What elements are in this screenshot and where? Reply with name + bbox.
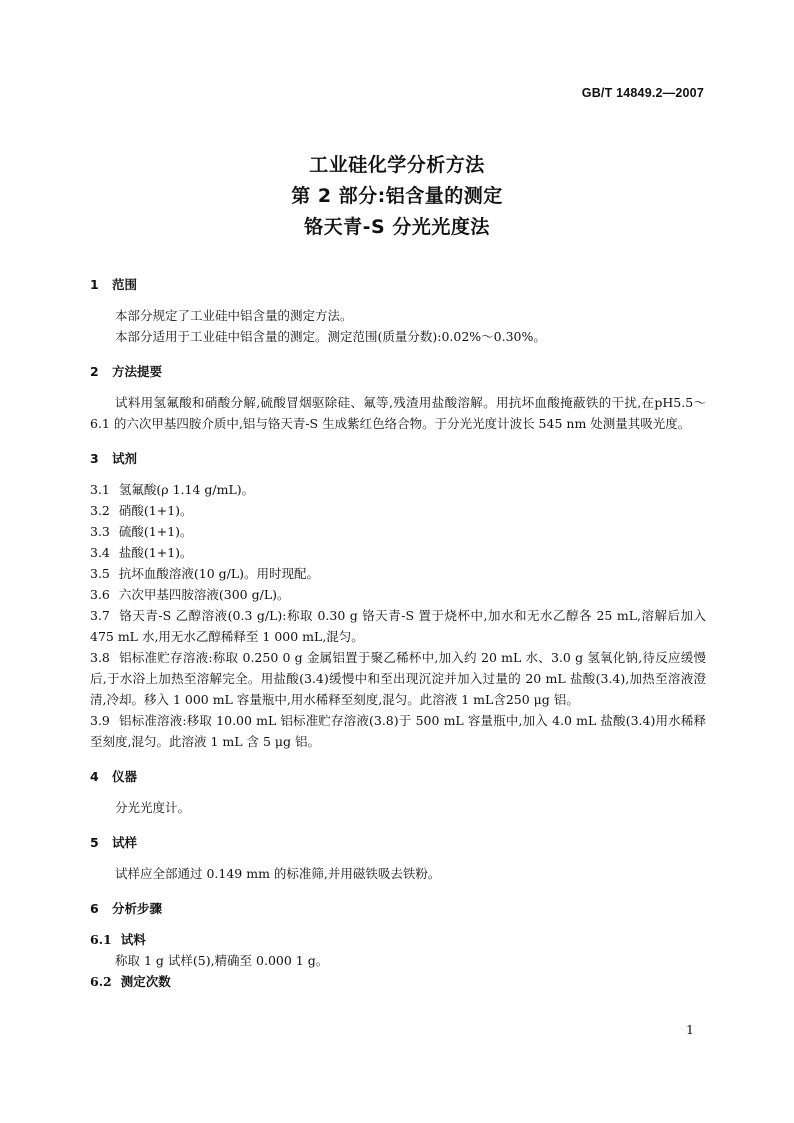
reagent-item — [90, 521, 706, 542]
reagent-item — [90, 542, 706, 563]
section-heading-sample — [90, 832, 706, 853]
clause-number: 3.3 — [90, 524, 110, 539]
section-number: 2 — [90, 364, 99, 379]
clause-text: 铬天青-S 乙醇溶液(0.3 g/L):称取 0.30 g 铬天青-S 置于烧杯中,加水和无水乙醇各 25 mL,溶解后加入 475 mL 水,用无水乙醇稀释至 1 000 mL,混匀。 — [90, 608, 706, 644]
paragraph: 称取 1 g 试样(5),精确至 0.000 1 g。 — [115, 953, 329, 968]
reagent-item — [90, 710, 706, 752]
page-number: 1 — [686, 1022, 694, 1037]
paragraph: 本部分规定了工业硅中铝含量的测定方法。 — [115, 308, 353, 323]
document-body — [90, 274, 706, 992]
section-title: 分析步骤 — [112, 901, 163, 916]
clause-number: 3.7 — [90, 608, 110, 623]
section-heading-apparatus — [90, 766, 706, 787]
reagent-item — [90, 563, 706, 584]
document-title — [0, 150, 794, 243]
subsection-heading-determinations — [90, 971, 706, 992]
section-title: 试剂 — [112, 451, 138, 466]
clause-text: 盐酸(1+1)。 — [118, 545, 193, 560]
clause-number: 3.1 — [90, 482, 110, 497]
section-number: 5 — [90, 835, 99, 850]
section-number: 4 — [90, 769, 99, 784]
section-number: 1 — [90, 277, 99, 292]
section-heading-scope — [90, 274, 706, 295]
paragraph: 试料用氢氟酸和硝酸分解,硫酸冒烟驱除硅、氟等,残渣用盐酸溶解。用抗坏血酸掩蔽铁的干扰,在pH5.5～6.1 的六次甲基四胺介质中,铝与铬天青-S 生成紫红色络合物。于分光光度计波长 545 nm 处测量其吸光度。 — [90, 395, 706, 431]
clause-number: 3.9 — [90, 713, 110, 728]
standard-code: GB/T 14849.2—2007 — [581, 86, 704, 100]
subsection-title: 测定次数 — [120, 974, 171, 989]
section-title: 试样 — [112, 835, 138, 850]
clause-text: 六次甲基四胺溶液(300 g/L)。 — [118, 587, 290, 602]
section-heading-procedure — [90, 898, 706, 919]
subsection-title: 试料 — [120, 932, 146, 947]
clause-text: 氢氟酸(ρ 1.14 g/mL)。 — [118, 482, 255, 497]
section-title: 仪器 — [112, 769, 138, 784]
subsection-number: 6.1 — [90, 932, 112, 947]
section-heading-principle — [90, 361, 706, 382]
clause-text: 硫酸(1+1)。 — [118, 524, 193, 539]
title-line-3: 铬天青-S 分光光度法 — [304, 216, 490, 238]
subsection-heading-test-portion — [90, 929, 706, 950]
reagent-item — [90, 584, 706, 605]
clause-number: 3.4 — [90, 545, 110, 560]
reagent-item — [90, 500, 706, 521]
clause-number: 3.2 — [90, 503, 110, 518]
clause-text: 铝标准溶液:移取 10.00 mL 铝标准贮存溶液(3.8)于 500 mL 容量瓶中,加入 4.0 mL 盐酸(3.4)用水稀释至刻度,混匀。此溶液 1 mL 含 5 μg 铝。 — [90, 713, 706, 749]
clause-text: 抗坏血酸溶液(10 g/L)。用时现配。 — [118, 566, 320, 581]
paragraph: 本部分适用于工业硅中铝含量的测定。测定范围(质量分数):0.02%～0.30%。 — [115, 329, 546, 344]
subsection-number: 6.2 — [90, 974, 112, 989]
clause-text: 铝标准贮存溶液:称取 0.250 0 g 金属铝置于聚乙稀杯中,加入约 20 mL 水、3.0 g 氢氧化钠,待反应缓慢后,于水浴上加热至溶解完全。用盐酸(3.4)缓慢中和至出现沉淀并加入过量的 20 mL 盐酸(3.4),加热至溶液澄清,冷却。移入 1 000 mL 容量瓶中,用水稀释至刻度,混匀。此溶液 1 mL含250 μg 铝。 — [90, 650, 706, 707]
title-line-2: 第 2 部分:铝含量的测定 — [291, 185, 503, 207]
section-title: 范围 — [112, 277, 138, 292]
section-number: 6 — [90, 901, 99, 916]
reagent-item — [90, 605, 706, 647]
paragraph: 分光光度计。 — [115, 800, 191, 815]
reagent-item — [90, 647, 706, 710]
clause-number: 3.6 — [90, 587, 110, 602]
section-number: 3 — [90, 451, 99, 466]
section-heading-reagents — [90, 448, 706, 469]
clause-text: 硝酸(1+1)。 — [118, 503, 193, 518]
reagent-item — [90, 479, 706, 500]
paragraph: 试样应全部通过 0.149 mm 的标准筛,并用磁铁吸去铁粉。 — [115, 866, 441, 881]
title-line-1: 工业硅化学分析方法 — [309, 154, 485, 176]
clause-number: 3.8 — [90, 650, 110, 665]
section-title: 方法提要 — [112, 364, 163, 379]
clause-number: 3.5 — [90, 566, 110, 581]
